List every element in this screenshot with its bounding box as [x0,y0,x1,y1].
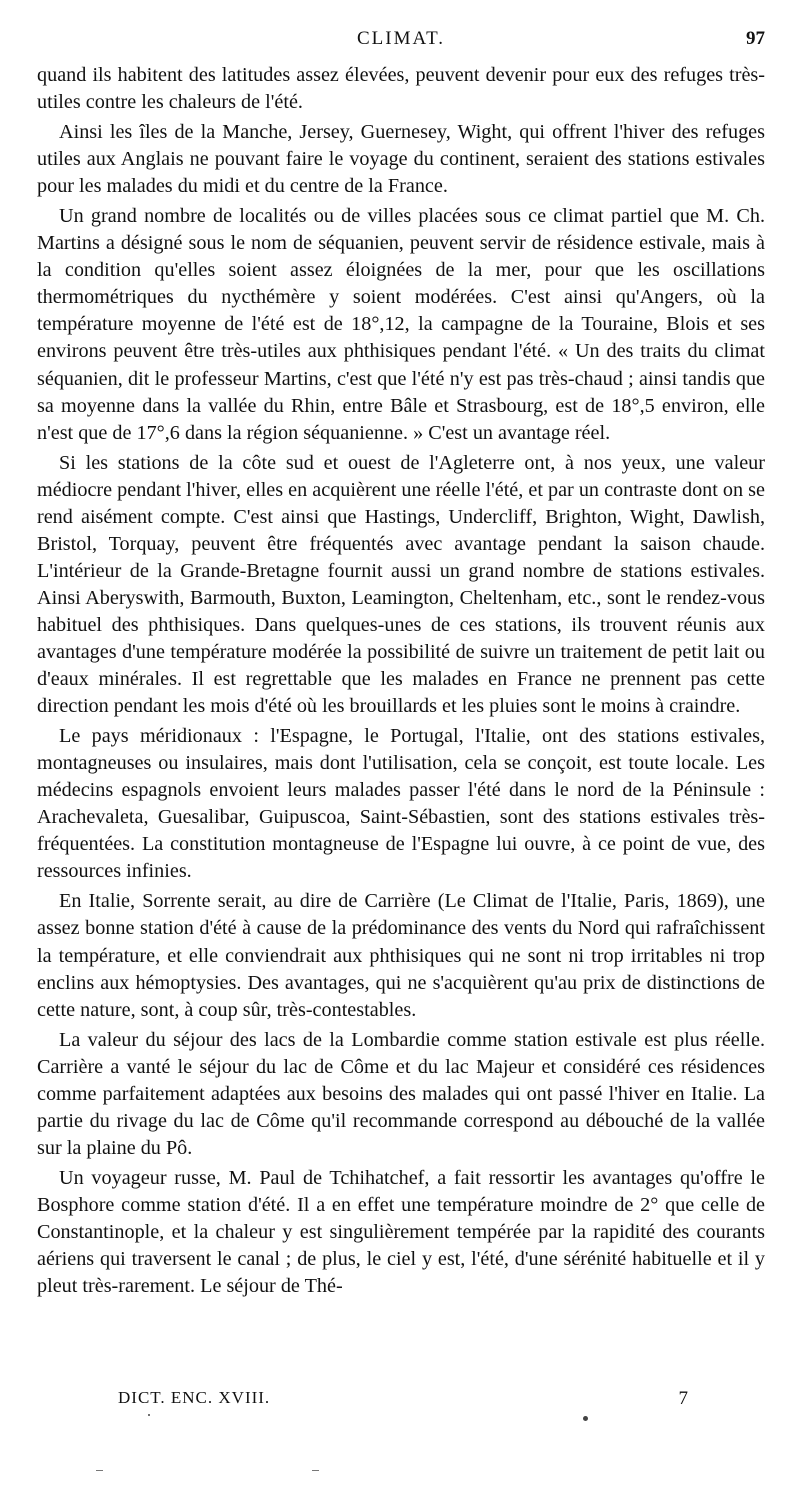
ink-speck [583,1416,588,1421]
paragraph: quand ils habitent des latitudes assez élevées, peuvent devenir pour eux des refuges très-utiles contre les chaleurs de l'été. [37,64,765,114]
paragraph: Ainsi les îles de la Manche, Jersey, Guernesey, Wight, qui offrent l'hiver des refuges utiles aux Anglais ne pouvant faire le voyage du continent, seraient des stations estivales pour les malades du midi et du centre de la France. [37,121,765,198]
printer-signature: DICT. ENC. XVIII. [118,1388,271,1407]
paragraph: Le pays méridionaux : l'Espagne, le Portugal, l'Italie, ont des stations estivales, montagneuses ou insulaires, mais dont l'utilisation, cela se conçoit, est toute locale. Les médecins espagnols envoient leurs malades passer l'été dans le nord de la Péninsule : Arachevaleta, Guesalibar, Guipuscoa, Saint-Sébastien, sont des stations estivales très-fréquentées. La constitution montagneuse de l'Espagne lui ouvre, à ce point de vue, des ressources infinies. [37,725,765,883]
scan-mark [96,1470,103,1471]
paragraph: Un voyageur russe, M. Paul de Tchihatchef, a fait ressortir les avantages qu'offre le Bosphore comme station d'été. Il a en effet une température moindre de 2° que celle de Constantinople, et la chaleur y est singulièrement tempérée par la rapidité des courants aériens qui traversent le canal ; de plus, le ciel y est, l'été, d'une sérénité habituelle et il y pleut très-rarement. Le séjour de Thé- [37,1166,765,1298]
signature-mark: 7 [678,1388,688,1409]
paragraph: Un grand nombre de localités ou de villes placées sous ce climat partiel que M. Ch. Martins a désigné sous le nom de séquanien, peuvent servir de résidence estivale, mais à la condition qu'elles soient assez éloignées de la mer, pour que les oscillations thermométriques du nycthémère y soient modérées. C'est ainsi qu'Angers, où la température moyenne de l'été est de 18°,12, la campagne de la Touraine, Blois et ses environs peuvent être très-utiles aux phthisiques pendant l'été. « Un des traits du climat séquanien, dit le professeur Martins, c'est que l'été n'y est pas très-chaud ; ainsi tandis que sa moyenne dans la vallée du Rhin, entre Bâle et Strasbourg, est de 18°,5 environ, elle n'est que de 17°,6 dans la région séquanienne. » C'est un avantage réel. [37,205,765,444]
running-head [37,28,765,54]
paragraph: La valeur du séjour des lacs de la Lombardie comme station estivale est plus réelle. Carrière a vanté le séjour du lac de Côme et du lac Majeur et considéré ces résidences comme parfaitement adaptées aux besoins des malades qui ont passé l'hiver en Italie. La partie du rivage du lac de Côme qu'il recommande correspond au débouché de la vallée sur la plaine du Pô. [37,1028,765,1159]
running-title: CLIMAT. [356,28,446,49]
body-text [37,62,765,1300]
paragraph: En Italie, Sorrente serait, au dire de Carrière (Le Climat de l'Italie, Paris, 1869), une assez bonne station d'été à cause de la prédominance des vents du Nord qui rafraîchissent la température, et elle conviendrait aux phthisiques qui ne sont ni trop irritables ni trop enclins aux hémoptysies. Des avantages, qui ne s'acquièrent qu'au prix de distinctions de cette nature, sont, à coup sûr, très-contestables. [37,890,765,1021]
paragraph: Si les stations de la côte sud et ouest de l'Agleterre ont, à nos yeux, une valeur médiocre pendant l'hiver, elles en acquièrent une réelle l'été, et par un contraste dont on se rend aisément compte. C'est ainsi que Hastings, Undercliff, Brighton, Wight, Dawlish, Bristol, Torquay, peuvent être fréquentés avec avantage pendant la saison chaude. L'intérieur de la Grande-Bretagne fournit aussi un grand nombre de stations estivales. Ainsi Aberyswith, Barmouth, Buxton, Leamington, Cheltenham, etc., sont le rendez-vous habituel des phthisiques. Dans quelques-unes de ces stations, ils trouvent réunis aux avantages d'une température modérée la possibilité de suivre un traitement de petit lait ou d'eaux minérales. Il est regrettable que les malades en France ne prennent pas cette direction pendant les mois d'été où les brouillards et les pluies sont le moins à craindre. [37,451,765,718]
page-footer [118,1388,688,1414]
ink-speck [148,1414,150,1416]
page-number: 97 [746,28,765,49]
scan-mark [312,1470,319,1471]
